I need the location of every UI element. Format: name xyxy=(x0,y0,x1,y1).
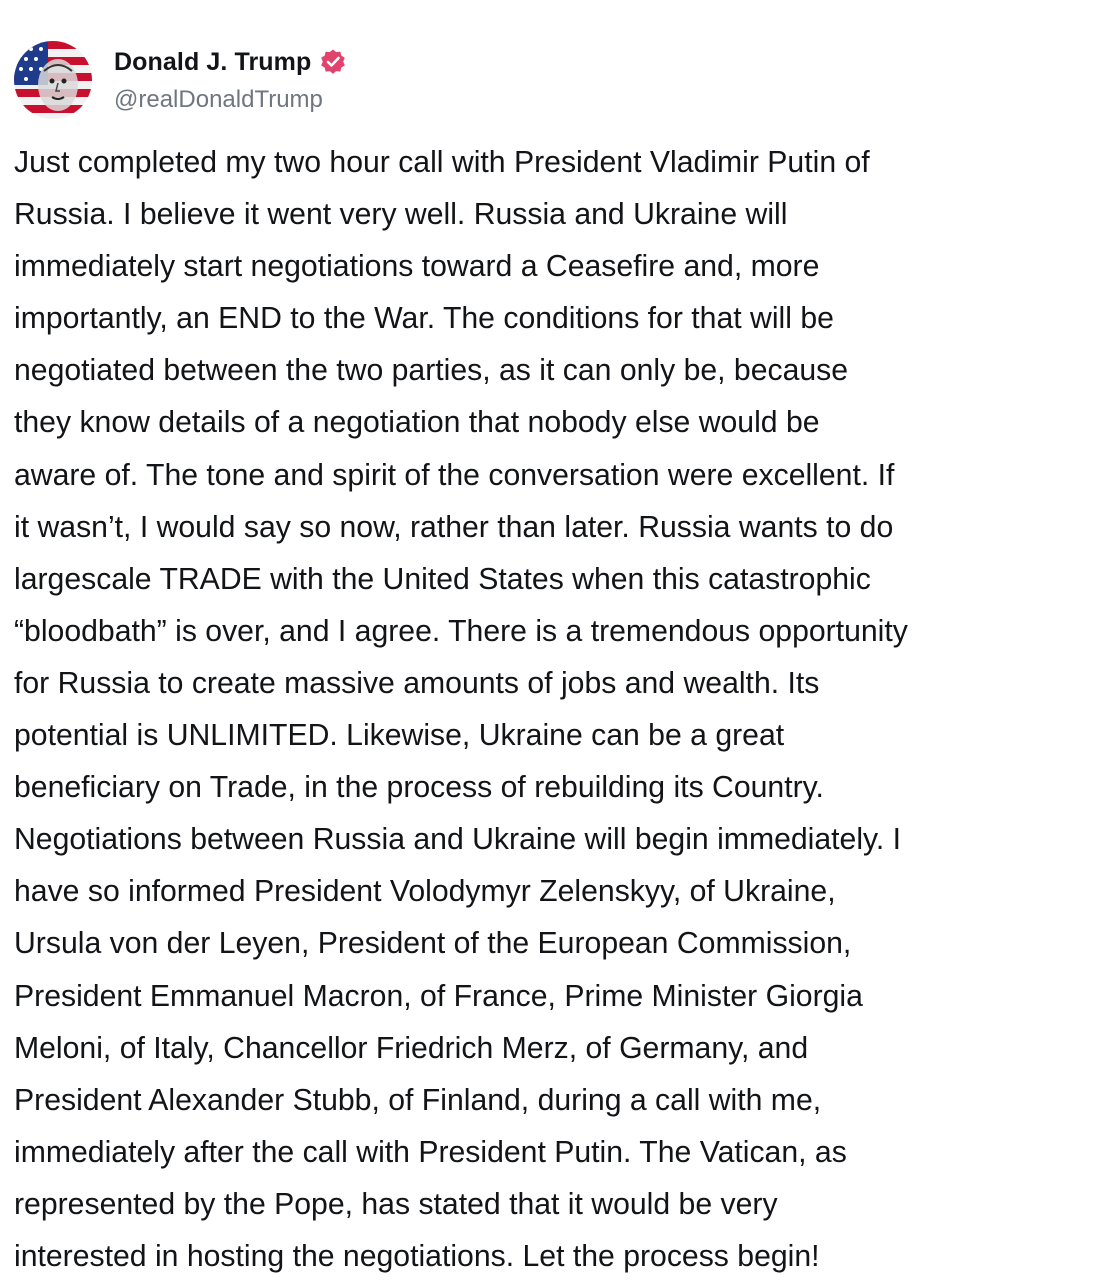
avatar[interactable] xyxy=(14,41,92,119)
author-identity xyxy=(114,42,347,118)
post-line: importantly, an END to the War. The conditions for that will be xyxy=(14,302,834,336)
flag-portrait-avatar-icon xyxy=(14,41,92,119)
post-line: interested in hosting the negotiations. Let the process begin! xyxy=(14,1239,820,1273)
post-line: aware of. The tone and spirit of the conversation were excellent. If xyxy=(14,458,895,492)
post-line: beneficiary on Trade, in the process of rebuilding its Country. xyxy=(14,771,824,805)
post-line: President Emmanuel Macron, of France, Prime Minister Giorgia xyxy=(14,979,863,1013)
post-header xyxy=(14,40,347,120)
post-line: immediately start negotiations toward a Ceasefire and, more xyxy=(14,250,820,284)
post-line: for Russia to create massive amounts of jobs and wealth. Its xyxy=(14,666,820,700)
post-line: Meloni, of Italy, Chancellor Friedrich Merz, of Germany, and xyxy=(14,1031,809,1065)
post-line: Russia. I believe it went very well. Russia and Ukraine will xyxy=(14,198,788,232)
post-line: represented by the Pope, has stated that it would be very xyxy=(14,1187,778,1221)
post-body xyxy=(14,137,1094,1283)
post-line: Negotiations between Russia and Ukraine will begin immediately. I xyxy=(14,823,902,857)
post-line: have so informed President Volodymyr Zelenskyy, of Ukraine, xyxy=(14,875,836,909)
post-line: largescale TRADE with the United States when this catastrophic xyxy=(14,562,871,596)
verified-badge-icon xyxy=(319,48,347,76)
post-line: it wasn’t, I would say so now, rather than later. Russia wants to do xyxy=(14,510,894,544)
author-handle[interactable]: @realDonaldTrump xyxy=(114,86,323,113)
post-line: potential is UNLIMITED. Likewise, Ukraine can be a great xyxy=(14,719,785,753)
post-line: “bloodbath” is over, and I agree. There is a tremendous opportunity xyxy=(14,614,908,648)
post-line: Just completed my two hour call with President Vladimir Putin of xyxy=(14,146,870,179)
post-line: negotiated between the two parties, as it can only be, because xyxy=(14,354,849,388)
author-display-name[interactable]: Donald J. Trump xyxy=(114,47,312,76)
post-line: President Alexander Stubb, of Finland, during a call with me, xyxy=(14,1083,822,1117)
post-line: immediately after the call with President Putin. The Vatican, as xyxy=(14,1135,847,1169)
post-line: Ursula von der Leyen, President of the European Commission, xyxy=(14,927,852,961)
post-line: they know details of a negotiation that nobody else would be xyxy=(14,406,820,440)
name-row xyxy=(114,42,347,82)
